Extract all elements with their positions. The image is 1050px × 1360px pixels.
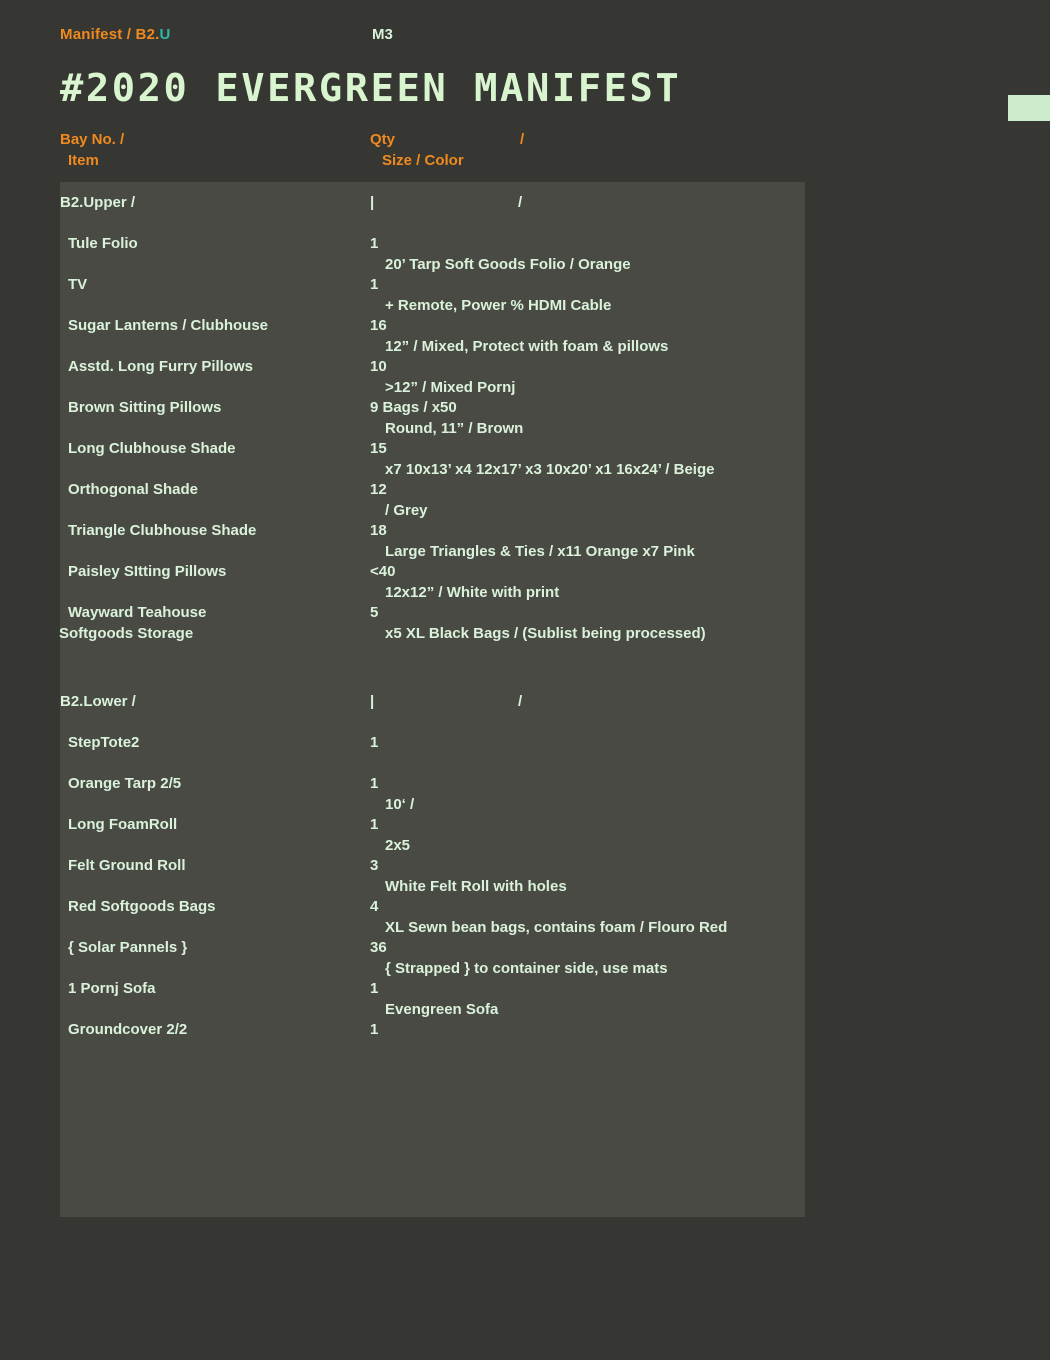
row-1-9-qty: <40 [370, 563, 396, 580]
row-1-4-desc: >12” / Mixed Pornj [385, 378, 516, 396]
row-1-9-item: Paisley SItting Pillows [68, 563, 227, 580]
row-2-4-item: Felt Ground Roll [68, 857, 186, 874]
row-1-9-desc: 12x12” / White with print [385, 583, 560, 601]
row-1-6-item: Long Clubhouse Shade [68, 440, 236, 457]
row-2-7-qty: 1 [370, 980, 379, 997]
meta-row [60, 26, 1010, 48]
row-2-5-qty: 4 [370, 898, 379, 915]
row-2-2-item: Orange Tarp 2/5 [68, 775, 182, 792]
row-2-7-desc: Evengreen Sofa [385, 1000, 499, 1018]
row-2-6-desc: { Strapped } to container side, use mats [385, 959, 668, 977]
green-chip [1008, 95, 1050, 121]
row-2-7-item: 1 Pornj Sofa [68, 980, 156, 997]
row-1-5-item: Brown Sitting Pillows [68, 399, 222, 416]
column-header-bay-no: Bay No. / [60, 131, 125, 148]
breadcrumb-accent: U [159, 26, 171, 43]
row-1-10-desc: x5 XL Black Bags / (Sublist being processed) [385, 624, 706, 642]
row-1-7-desc: / Grey [385, 501, 428, 519]
manifest-panel [60, 182, 805, 1217]
column-header-item: Item [68, 152, 99, 169]
section-header-1: B2.Upper / [60, 194, 136, 211]
row-1-6-desc: x7 10x13’ x4 12x17’ x3 10x20’ x1 16x24’ / Beige [385, 460, 715, 478]
manifest-code: M3 [372, 26, 393, 43]
section-header-2: B2.Lower / [60, 693, 136, 710]
row-2-5-item: Red Softgoods Bags [68, 898, 216, 915]
row-2-3-item: Long FoamRoll [68, 816, 178, 833]
column-header-slash: / [520, 131, 525, 148]
row-1-1-qty: 1 [370, 235, 379, 252]
row-1-7-qty: 12 [370, 481, 387, 498]
row-1-5-qty: 9 Bags / x50 [370, 399, 457, 416]
row-1-8-qty: 18 [370, 522, 387, 539]
row-1-10-item: Wayward Teahouse [68, 604, 207, 621]
row-1-6-qty: 15 [370, 440, 387, 457]
row-2-4-qty: 3 [370, 857, 379, 874]
row-1-5-desc: Round, 11” / Brown [385, 419, 524, 437]
row-1-10-item-cont: Softgoods Storage [59, 624, 194, 642]
row-1-3-item: Sugar Lanterns / Clubhouse [68, 317, 269, 334]
row-1-4-item: Asstd. Long Furry Pillows [68, 358, 254, 375]
row-1-8-item: Triangle Clubhouse Shade [68, 522, 257, 539]
row-2-8-item: Groundcover 2/2 [68, 1021, 188, 1038]
row-2-8-qty: 1 [370, 1021, 379, 1038]
row-1-3-qty: 16 [370, 317, 387, 334]
section-qty-marker-2: | [370, 693, 375, 710]
row-1-4-qty: 10 [370, 358, 387, 375]
row-1-10-qty: 5 [370, 604, 379, 621]
row-1-3-desc: 12” / Mixed, Protect with foam & pillows [385, 337, 669, 355]
row-2-6-qty: 36 [370, 939, 387, 956]
column-header-qty: Qty [370, 131, 396, 148]
row-1-1-desc: 20’ Tarp Soft Goods Folio / Orange [385, 255, 631, 273]
page-title: #2020 EVERGREEN MANIFEST [60, 66, 682, 110]
column-header-size-color: Size / Color [382, 152, 464, 169]
row-2-2-desc: 10‘ / [385, 795, 415, 813]
row-2-3-desc: 2x5 [385, 836, 411, 854]
row-2-1-qty: 1 [370, 734, 379, 751]
row-1-2-qty: 1 [370, 276, 379, 293]
row-1-2-desc: + Remote, Power % HDMI Cable [385, 296, 612, 314]
row-2-6-item: { Solar Pannels } [68, 939, 188, 956]
manifest-breadcrumb [60, 26, 171, 43]
row-1-7-item: Orthogonal Shade [68, 481, 199, 498]
row-2-4-desc: White Felt Roll with holes [385, 877, 567, 895]
breadcrumb-prefix: Manifest / B2. [60, 26, 160, 43]
section-slash-2: / [518, 693, 523, 710]
row-2-1-item: StepTote2 [68, 734, 140, 751]
row-2-5-desc: XL Sewn bean bags, contains foam / Flouro Red [385, 918, 728, 936]
row-1-2-item: TV [68, 276, 88, 293]
section-qty-marker-1: | [370, 194, 375, 211]
row-1-1-item: Tule Folio [68, 235, 138, 252]
row-1-8-desc: Large Triangles & Ties / x11 Orange x7 Pink [385, 542, 695, 560]
section-slash-1: / [518, 194, 523, 211]
row-2-3-qty: 1 [370, 816, 379, 833]
row-2-2-qty: 1 [370, 775, 379, 792]
